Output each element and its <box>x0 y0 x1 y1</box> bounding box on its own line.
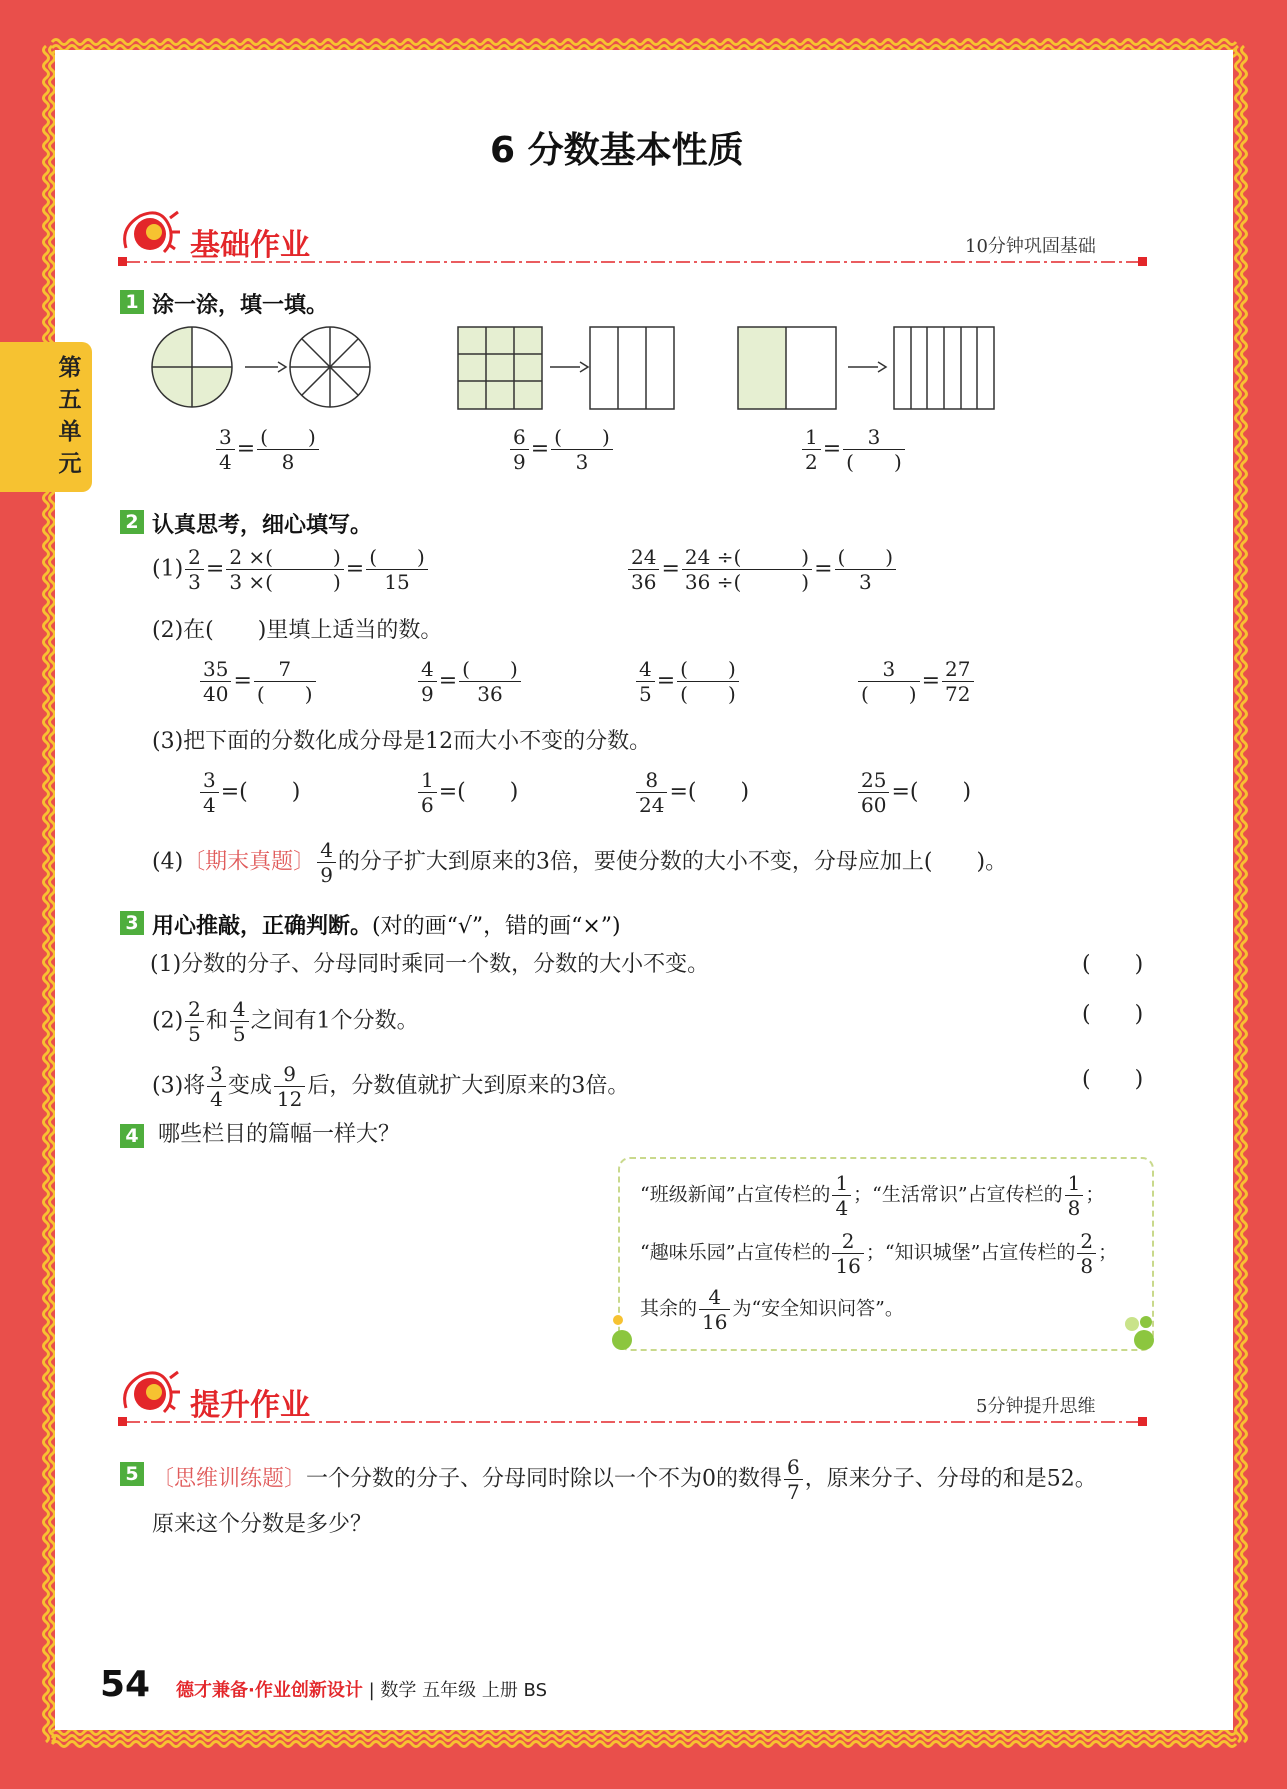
q3-number: 3 <box>120 911 144 935</box>
q2-part1b: $\frac{24}{36}$ = $\frac{24 \div( )}{36 \div( )}$ = $\frac{( )}{3}$ <box>626 545 898 594</box>
q4-info-line-2: “趣味乐园”占宣传栏的 $\frac{2}{16}$ ；“知识城堡”占宣传栏的 $\frac{2}{8}$ ； <box>640 1229 1118 1278</box>
q4-number: 4 <box>120 1124 144 1148</box>
q3-answer-1[interactable]: ( ) <box>1082 952 1144 977</box>
section-advanced-rule <box>118 1416 1158 1428</box>
answer-blank[interactable]: 2 ×( ) <box>226 545 343 570</box>
q2-part3-eq-4: $\frac{25}{60}$ =( ) <box>856 768 971 817</box>
answer-blank[interactable]: ( ) <box>257 425 319 450</box>
page-title: 6 分数基本性质 <box>490 130 744 171</box>
q2-part2-eq-4: $\frac{3}{( )}$ = $\frac{27}{72}$ <box>856 657 976 706</box>
answer-blank[interactable]: ( ) <box>457 779 519 805</box>
section-basic-note: 10分钟巩固基础 <box>965 236 1096 257</box>
q3-statement-3: (3)将 $\frac{3}{4}$ 变成 $\frac{9}{12}$ 后，分数值就扩大到原来的3倍。 <box>152 1062 630 1111</box>
rect-thirds <box>590 327 674 409</box>
answer-blank[interactable]: 24 ÷( ) <box>682 545 812 570</box>
answer-blank[interactable]: ( ) <box>551 425 613 450</box>
answer-blank[interactable]: ( ) <box>909 779 972 805</box>
q3-text: 用心推敲，正确判断。(对的画“√”，错的画“×”) <box>152 914 621 939</box>
q4-info-line-3: 其余的 $\frac{4}{16}$ 为“安全知识问答”。 <box>640 1285 904 1334</box>
q4-info-line-1: “班级新闻”占宣传栏的 $\frac{1}{4}$ ；“生活常识”占宣传栏的 $\frac{1}{8}$ ； <box>640 1171 1105 1220</box>
rect-halves <box>738 327 836 409</box>
q1-eq-2: $\frac{6}{9}$ = $\frac{( )}{3}$ <box>508 425 615 474</box>
unit-tab <box>0 342 92 492</box>
answer-blank[interactable]: ( ) <box>846 450 902 474</box>
answer-blank[interactable]: ( ) <box>239 779 301 805</box>
q1-eq-3: $\frac{1}{2}$ = $\frac{3}{( )}$ <box>800 425 907 474</box>
q2-part2-eq-1: $\frac{35}{40}$ = $\frac{7}{( )}$ <box>198 657 318 706</box>
answer-blank[interactable]: ( ) <box>459 657 521 682</box>
section-advanced-note: 5分钟提升思维 <box>976 1396 1096 1417</box>
training-tag: 〔思维训练题〕 <box>152 1466 307 1492</box>
answer-blank[interactable]: ( ) <box>680 682 736 706</box>
q2-part3-eq-3: $\frac{8}{24}$ =( ) <box>634 768 749 817</box>
grid-ninths <box>458 327 542 409</box>
q3-answer-3[interactable]: ( ) <box>1082 1067 1144 1092</box>
q3-statement-2: (2) $\frac{2}{5}$ 和 $\frac{4}{5}$ 之间有1个分数。 <box>152 997 419 1046</box>
arrow-icon <box>245 362 286 372</box>
q2-part3-eq-1: $\frac{3}{4}$ =( ) <box>198 768 300 817</box>
page-number: 54 <box>100 1664 151 1705</box>
answer-blank[interactable]: ( ) <box>861 682 917 706</box>
circle-quarters <box>152 327 232 407</box>
exam-tag: 〔期末真题〕 <box>183 849 316 875</box>
q2-part2-text: (2)在( )里填上适当的数。 <box>152 618 443 643</box>
q3-statement-1: (1)分数的分子、分母同时乘同一个数，分数的大小不变。 <box>150 952 710 977</box>
q2-part2-eq-3: $\frac{4}{5}$ = $\frac{( )}{( )}$ <box>634 657 741 706</box>
decor-dots <box>606 1308 1166 1358</box>
bell-icon <box>118 1368 180 1420</box>
answer-blank[interactable]: ( ) <box>677 657 739 682</box>
answer-blank[interactable]: ( ) <box>687 779 750 805</box>
q2-number: 2 <box>120 510 144 534</box>
answer-blank[interactable]: 36 ÷( ) <box>684 570 810 594</box>
q3-answer-2[interactable]: ( ) <box>1082 1002 1144 1027</box>
q4-text: 哪些栏目的篇幅一样大？ <box>158 1122 401 1147</box>
answer-blank[interactable]: ( ) <box>256 682 313 706</box>
q1-number: 1 <box>120 290 144 314</box>
q1-text: 涂一涂，填一填。 <box>152 293 329 318</box>
arrow-icon <box>550 362 588 372</box>
circle-eighths <box>290 327 370 407</box>
bell-icon <box>118 208 180 260</box>
q2-part1a: (1) $\frac{2}{3}$ = $\frac{2 \times( )}{3 \times( )}$ = $\frac{( )}{15}$ <box>152 545 430 594</box>
answer-blank[interactable]: ( ) <box>366 545 428 570</box>
q1-figures <box>150 325 1010 415</box>
arrow-icon <box>848 362 886 372</box>
q2-part3-eq-2: $\frac{1}{6}$ =( ) <box>416 768 518 817</box>
answer-blank[interactable]: ( ) <box>835 545 897 570</box>
q5-number: 5 <box>120 1462 144 1486</box>
q2-text: 认真思考，细心填写。 <box>152 513 373 538</box>
q2-part2-eq-2: $\frac{4}{9}$ = $\frac{( )}{36}$ <box>416 657 523 706</box>
unit-tab-label: 第五单元 <box>58 355 82 477</box>
answer-blank[interactable]: 3 ×( ) <box>229 570 341 594</box>
q2-part4: (4)〔期末真题〕 $\frac{4}{9}$ 的分子扩大到原来的3倍，要使分数的大小不变，分母应加上( )。 <box>152 838 1008 887</box>
section-advanced-title: 提升作业 <box>190 1388 310 1423</box>
footer-text: 德才兼备·作业创新设计 | 数学 五年级 上册 BS <box>176 1680 548 1701</box>
section-basic-title: 基础作业 <box>190 228 310 263</box>
q2-part3-text: (3)把下面的分数化成分母是12而大小不变的分数。 <box>152 729 652 754</box>
q5-line-1: 〔思维训练题〕一个分数的分子、分母同时除以一个不为0的数得 $\frac{6}{7}$ ，原来分子、分母的和是52。 <box>152 1455 1097 1504</box>
q5-line-2: 原来这个分数是多少？ <box>152 1512 373 1537</box>
q1-eq-1: $\frac{3}{4}$ = $\frac{( )}{8}$ <box>214 425 321 474</box>
section-basic-rule <box>118 256 1158 268</box>
rect-sixths <box>894 327 994 409</box>
